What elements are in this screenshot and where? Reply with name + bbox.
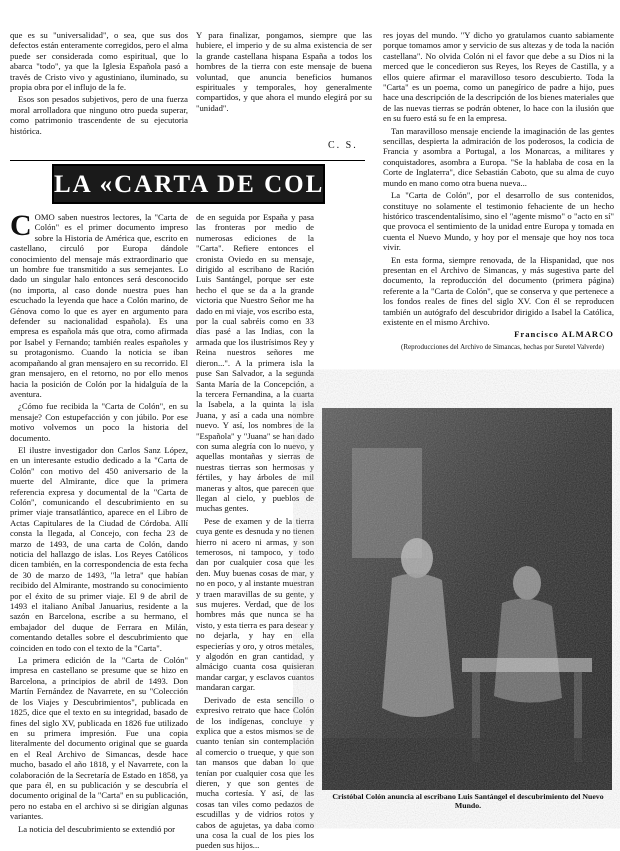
lead-paragraph: OMO saben nuestros lectores, la "Carta de Colón" es el primer documento impreso sobre la Historia de América que, escrito en castellano, circuló por Europa dándole conocimiento del mensaje más extraordinario que un hombre fue transmitido a sus semejantes. Lo dado un singular halo entonces será desconocido (no importa, al caso donde nuestra pues han escuchado la leyenda que hace a Colón marino, de Génova como lo que es ayer en argumento para defender su nacionalidad española). Es una empresa es española más que otra, como afirmada por Isabel y Fernando; también reales españoles y su protagonismo. Cuando la noticia se iban acompañando al gran mensajero en su recorrido. El gran mensajero, en el retorno, no por ello menos hacia la posición de Colón por la hidalguía de la aventura. — [10, 212, 188, 399]
middle-paragraph-2: Pese de examen y de la tierra cuya gente es desnuda y no tienen hierro ni acero ni armas, y son temerosos, ni tampoco, y todo dan por cualquier cosa que les den. Muy buenas cosas de mar, y no en poco, y al instante muestran y traen maravillas de su gente, y sus mujeres. Verdad, que de los hombres más que nunca se ha visto, y esta tierra es para desear y no dejarla, y hay en ella especierías y oro, y otros metales, y algodón en gran cantidad, y almácigo cuanta cosa quisieran mandar cargar, y esclavos cuantos mandaran cargar. — [196, 515, 314, 693]
right-paragraph-4: En esta forma, siempre renovada, de la Hispanidad, que nos presentan en el Archivo de Simancas, y más sugestiva parte del documento, la reproducción del documento (primera página) referente a la "Carta de Colón", que se conserva y que pertenece a los fondos reales de fines del siglo XV. Con él se reproducen también un autógrafo del descubridor dirigido a Isabel la Católica, existente en el mismo Archivo. — [383, 254, 614, 327]
right-column — [383, 30, 614, 406]
left-paragraph-3: La primera edición de la "Carta de Colón" impresa en castellano se presume que se hizo en Barcelona, a principios de abril de 1493. Don Martín Fernández de Navarrete, en su "Colección de los Viajes y Descubrimientos", publicada en 1825, dice que el texto en su integridad, basado de fines del siglo XV, publicada en 1826 fue utilizado en su primera impresión. Fue una copia literalmente del documento original que se guarda en el Real Archivo de Simancas, desde hace mucho, basado el año 1818, y el Navarrete, con la colaboración de la Secretaría de Estado en 1858, ya que para él, en su publicación y se descubría el documento original de la "Carta" en su publicación, pero no estaba en el archivo si se dirigían algunas variantes. — [10, 655, 188, 822]
photo-caption: Cristóbal Colón anuncia al escribano Luis Santángel el descubrimiento del Nuevo Mundo. — [332, 792, 604, 810]
middle-main-column — [196, 212, 314, 851]
drop-cap: C — [10, 209, 32, 242]
article-title-banner — [52, 164, 381, 204]
top-left-paragraph-2: Esos son pesados subjetivos, pero de una fuerza moral arrolladora que ninguno otro pueda superar, como patrimonio trascendente de su ejecutoria histórica. — [10, 94, 188, 136]
middle-paragraph-3: Derivado de esta sencillo o expresivo retrato que hace Colón de los indígenas, concluye y explica que a estos mismos se de cuanto tenían sin contemplación al comercio o trueque, y que son tan mansos que daban lo que tenían por cualquier cosa que les dieren, y que son gentes de mucha cortesía. Y así, de las cosas tan viles como pedazos de escudillas y de vidrios rotos y cabos de agujetas, ya daba como una cosa la cual de los pies los pueden sus hijos... — [196, 694, 314, 851]
article-title: LA «CARTA DE COLÓN» — [54, 171, 381, 198]
columbus-santangel-photo — [322, 408, 612, 790]
top-left-paragraph-1: que es su "universalidad", o sea, que sus dos defectos están enteramente corregidos, pero el alma puede ser considerada como espiritual, que lo abarca "todo", ya que la Iglesia Española pasó a través de Cristo vivo y agustiniano, iluminado, su propia obra por el influjo de la fe. — [10, 30, 188, 93]
left-main-column — [10, 209, 188, 834]
photo-credit: (Reproducciones del Archivo de Simancas, hechas por Suretel Valverde) — [401, 342, 604, 351]
right-paragraph-3: La "Carta de Colón", por el desarrollo de sus contenidos, constituye no solamente el testimonio fehaciente de un hecho histórico trascendentalísimo, sino el "agente mismo" o "acto en sí" que provoca el sentimiento de la unidad entre Europa y tomada en cuenta el Nuevo Mundo, y hoy por el mensaje que hoy nos toca vivir. — [383, 190, 614, 253]
top-left-column — [10, 30, 188, 160]
right-paragraph-2: Tan maravilloso mensaje enciende la imaginación de las gentes sencillas, despierta la admiración de los poderosos, la codicia de Francia y asombra a Portugal, a los Monarcas, a militares y conquistadores, asombra a Europa. "Se la hablaba de cosa en la Corte de Inglaterra", dice Sebastián Caboto, que su alma de cuyo mundo en mano como otra buena nueva... — [383, 125, 614, 188]
top-middle-signature: C. S. — [328, 140, 358, 151]
top-middle-paragraph-1: Y para finalizar, pongamos, siempre que las hubiere, el imperio y de su alma existencia de ser la grande castellana hispana España a todos los hombres de la tierra con este mensaje de buena voluntad, que anuncia beneficios humanos espirituales y temporales, hoy generalmente compartidos, y que ahora el mundo elegirá por su "unidad". — [196, 30, 372, 113]
photo-illustration — [322, 408, 612, 790]
section-rule — [10, 160, 365, 161]
left-paragraph-2: El ilustre investigador don Carlos Sanz López, en un interesante estudio dedicado a la "Carta de Colón" con motivo del 450 aniversario de la muerte del Almirante, dice que la primera referencia expresa y documental de la "Carta de Colón", comunicando el descubrimiento en su primer viaje transatlántico, aparece en el Libro de Actas Capitulares de la Ciudad de Córdoba. Allí consta la llegada, al Concejo, con fecha 23 de marzo de 1493, de una carta de Colón, dando noticia del hallazgo de islas. Los Reyes Católicos dicen también, en la correspondencia de esta fecha de 30 de marzo de 1493, "la letra" que habían recibido del Almirante, mostrando su conocimiento por el éxito de su primer viaje. El 9 de abril de 1493 el italiano Aníbal Januarius, residente a la sazón en Barcelona, escribe a su hermano, el embajador del duque de Ferrara en Milán, comentando detalles sobre el descubrimiento que coinciden en todo con el texto de la "Carta". — [10, 444, 188, 653]
top-middle-column — [196, 30, 372, 130]
right-paragraph-1: res joyas del mundo. "Y dicho yo gratulamos cuanto sabiamente porque tomamos amor y servicio de sus altezas y de toda la nación castellana". No olvida Colón ni el favor que debe a su Dios ni la merced que le concedieron sus Reyes, los Reyes de Castilla, y a ellos quiere afirmar el maravilloso tesoro descubierto. Toda la "Carta" es un poema, como un panegírico de padre a hijo, pues hace una descripción de la descripción de los bienes materiales que de las nuevas tierras se podrán obtener, lo hace con la ilusión que en su fuero está su fe en la empresa. — [383, 30, 614, 124]
middle-paragraph-1: de en seguida por España y pasa las fronteras por medio de numerosas ediciones de la "Carta". Refiere entonces el cronista Oviedo en su mensaje, dirigido al escribano de Ración Luis Santángel, porque ser este hecho el que se da a la grande victoria que Nuestro Señor me ha dado en mi viaje, vos escribo esta, por la cual sabréis como en 33 días pasé a las Indias, con la armada que los ilustrísimos Rey y Reina nuestros señores me dieron...". A la primera isla la puse San Salvador, a la segunda Santa María de la Concepción, a la tercera Fernandina, a la cuarta la Isabela, a la quinta la isla Juana, y así a cada una nombre nuevo. Y así, los nombres de la "Española" y "Juana" se han dado con suma alegría con lo nuevo, y aquellas montañas y sierras de nuestras tierras son hermosas y fértiles, y hay árboles de mil maneras y altos, que parecen que llegan al cielo, y pueblos de muchas gentes. — [196, 212, 314, 514]
left-trailing-line: La noticia del descubrimiento se extendió por — [18, 823, 176, 834]
left-paragraph-1: ¿Cómo fue recibida la "Carta de Colón", en su mensaje? Con estupefacción y con júbilo. Por ese motivo volvemos un poco la historia del documento. — [10, 401, 188, 443]
article-author: Francisco ALMARCO — [514, 329, 614, 340]
